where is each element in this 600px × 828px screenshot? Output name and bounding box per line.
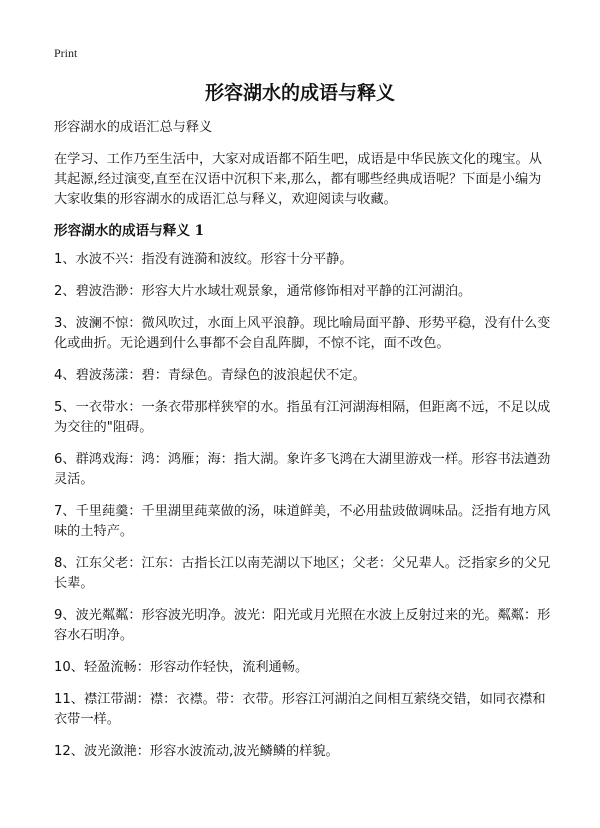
idiom-item: 2、碧波浩渺：形容大片水域壮观景象，通常修饰相对平静的江河湖泊。 <box>54 284 472 299</box>
idiom-item: 7、千里莼羹：千里湖里莼菜做的汤，味道鲜美，不必用盐豉做调味品。泛指有地方风味的土特产。 <box>54 504 551 539</box>
idiom-item: 10、轻盈流畅：形容动作轻快，流利通畅。 <box>54 660 309 675</box>
idiom-item: 4、碧波荡漾：碧：青绿色。青绿色的波浪起伏不定。 <box>54 368 366 383</box>
section-heading: 形容湖水的成语与释义 1 <box>54 223 205 239</box>
article-body <box>54 118 552 774</box>
idiom-item: 6、群鸿戏海：鸿：鸿雁；海：指大湖。象许多飞鸿在大湖里游戏一样。形容书法遒劲灵活。 <box>54 452 551 487</box>
article-subtitle: 形容湖水的成语汇总与释义 <box>54 120 213 135</box>
idiom-item: 8、江东父老：江东：古指长江以南芜湖以下地区；父老：父兄辈人。泛指家乡的父兄长辈。 <box>54 556 551 591</box>
idiom-item: 1、水波不兴：指没有涟漪和波纹。形容十分平静。 <box>54 252 353 267</box>
idiom-item: 9、波光粼粼：形容波光明净。波光：阳光或月光照在水波上反射过来的光。粼粼：形容水石明净。 <box>54 608 551 643</box>
idiom-item: 3、波澜不惊：微风吹过，水面上风平浪静。现比喻局面平静、形势平稳，没有什么变化或曲折。无论遇到什么事都不会自乱阵脚，不惊不诧，面不改色。 <box>54 316 551 351</box>
idiom-item: 5、一衣带水：一条衣带那样狭窄的水。指虽有江河湖海相隔，但距离不远，不足以成为交往的"阻碍。 <box>54 400 551 435</box>
intro-paragraph: 在学习、工作乃至生活中，大家对成语都不陌生吧，成语是中华民族文化的瑰宝。从其起源,经过演变,直至在汉语中沉积下来,那么，都有哪些经典成语呢？下面是小编为大家收集的形容湖水的成语汇总与释义，欢迎阅读与收藏。 <box>54 152 542 207</box>
print-link[interactable]: Print <box>54 46 78 60</box>
idiom-item: 12、波光潋滟：形容水波流动,波光鳞鳞的样貌。 <box>54 744 339 759</box>
idiom-item: 11、襟江带湖：襟：衣襟。带：衣带。形容江河湖泊之间相互萦绕交错，如同衣襟和衣带一样。 <box>54 692 546 727</box>
page-title: 形容湖水的成语与释义 <box>204 82 395 104</box>
